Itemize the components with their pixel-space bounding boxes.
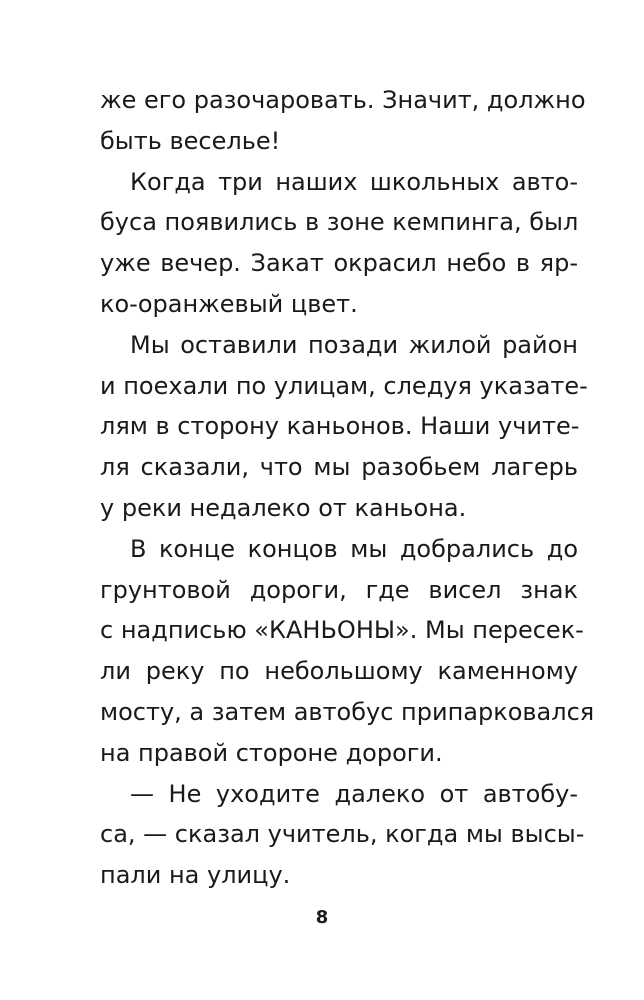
paragraph xyxy=(100,80,586,162)
text-line: лям в сторону каньонов. Наши учите- xyxy=(100,412,580,441)
text-line: са, — сказал учитель, когда мы высы- xyxy=(100,820,585,849)
text-line: у реки недалеко от каньона. xyxy=(100,493,467,522)
text-line: ли реку по небольшому каменному xyxy=(100,657,578,686)
text-line: Мы оставили позади жилой район xyxy=(130,330,578,359)
text-line: на правой стороне дороги. xyxy=(100,738,443,767)
text-line: быть веселье! xyxy=(100,126,281,155)
paragraph xyxy=(100,162,578,325)
text-line: В конце концов мы добрались до xyxy=(130,534,578,563)
paragraph xyxy=(100,325,588,529)
text-line: пали на улицу. xyxy=(100,861,291,890)
text-line: ко-оранжевый цвет. xyxy=(100,289,358,318)
page-number: 8 xyxy=(315,907,329,928)
text-line: мосту, а затем автобус припарковался xyxy=(100,697,595,726)
book-page-text xyxy=(100,80,595,896)
text-line: ля сказали, что мы разобьем лагерь xyxy=(100,453,578,482)
text-line: уже вечер. Закат окрасил небо в яр- xyxy=(100,249,578,278)
text-line: Когда три наших школьных авто- xyxy=(130,167,578,196)
text-line: буса появились в зоне кемпинга, был xyxy=(100,208,579,237)
text-line: и поехали по улицам, следуя указате- xyxy=(100,371,588,400)
text-line: же его разочаровать. Значит, должно xyxy=(100,86,586,114)
text-line: с надписью «КАНЬОНЫ». Мы пересек- xyxy=(100,616,584,645)
paragraph xyxy=(100,774,585,896)
text-line: грунтовой дороги, где висел знак xyxy=(100,575,578,604)
text-line: — Не уходите далеко от автобу- xyxy=(130,779,578,808)
paragraph xyxy=(100,529,595,774)
